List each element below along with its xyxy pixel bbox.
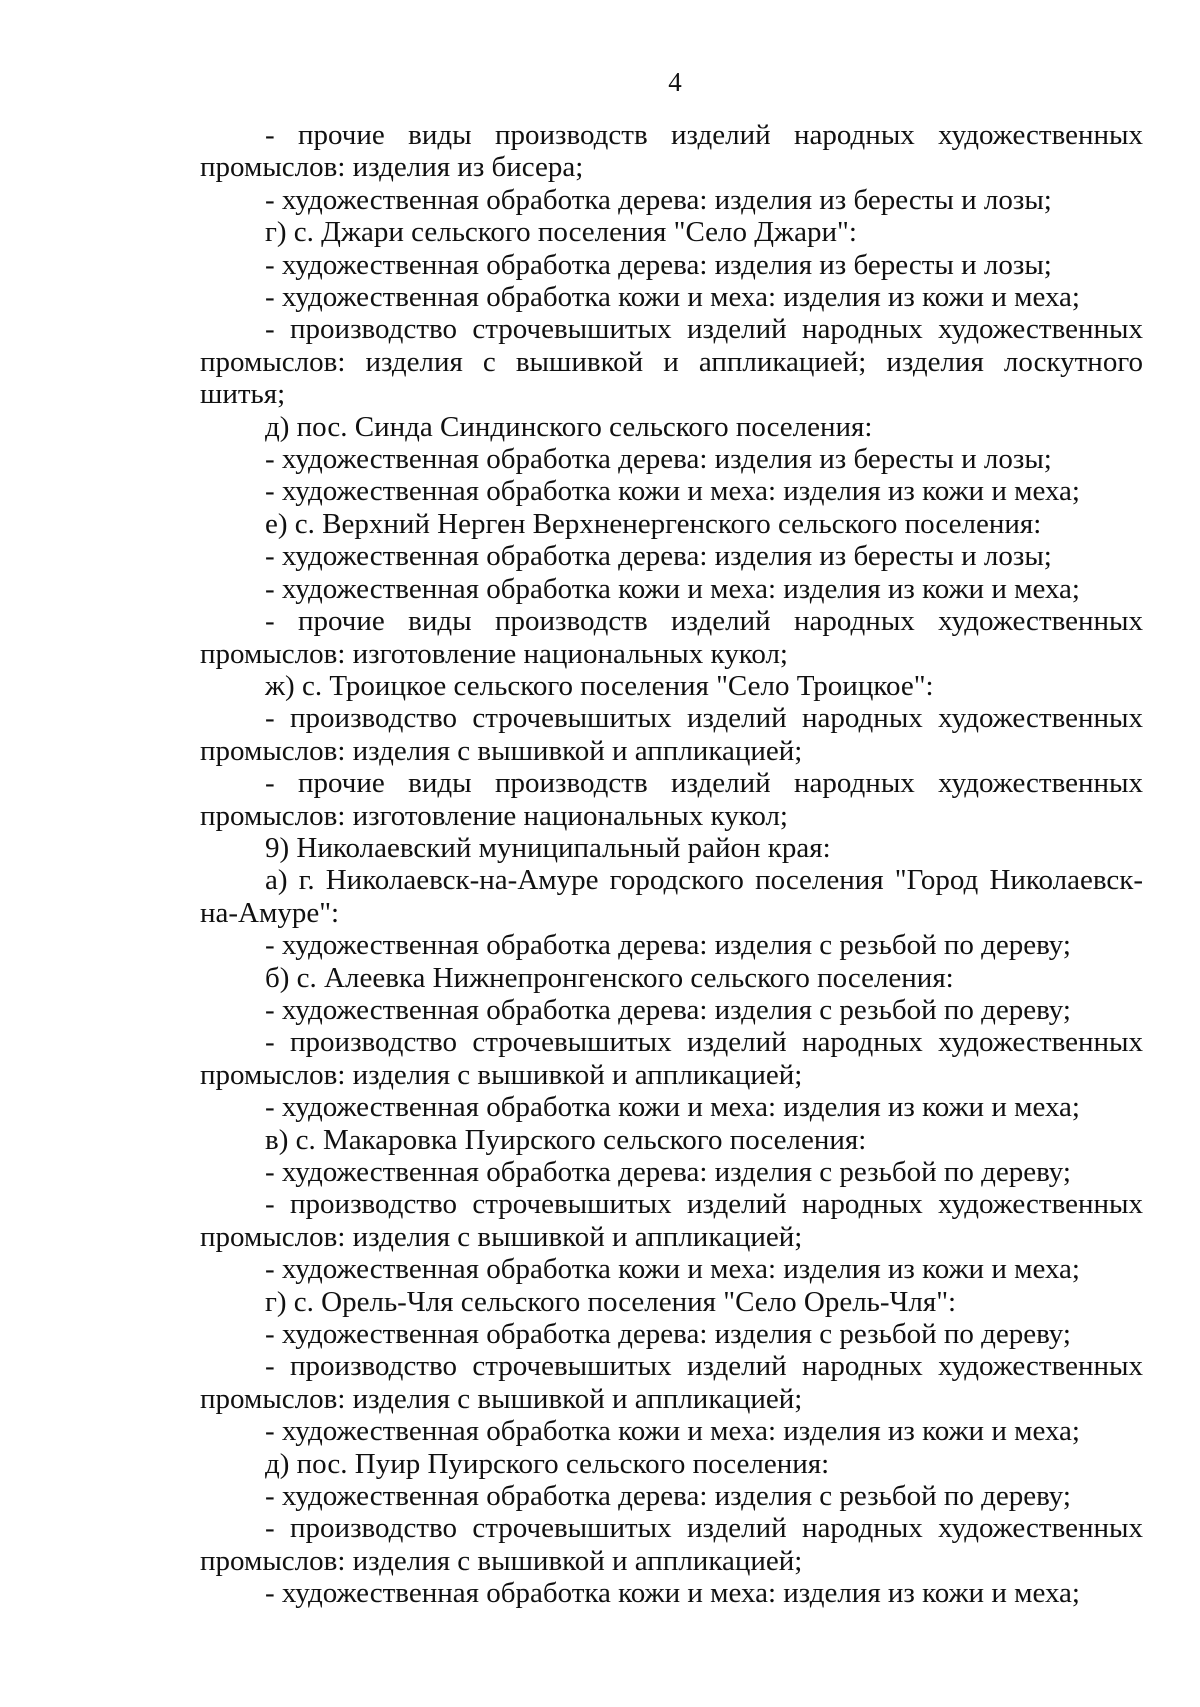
paragraph: - производство строчевышитых изделий народных художественных промыслов: изделия с вышивкой и аппликацией; [200,702,1143,767]
paragraph: е) с. Верхний Нерген Верхненергенского сельского поселения: [265,507,1042,540]
paragraph: - художественная обработка кожи и меха: изделия из кожи и меха; [265,281,1080,314]
paragraph: - художественная обработка дерева: изделия из бересты и лозы; [265,248,1052,281]
document-body [200,119,1143,1610]
paragraph: д) пос. Синда Синдинского сельского поселения: [265,410,873,443]
paragraph: б) с. Алеевка Нижнепронгенского сельского поселения: [265,961,954,994]
paragraph: - художественная обработка кожи и меха: изделия из кожи и меха; [265,1253,1080,1286]
paragraph: - художественная обработка дерева: изделия из бересты и лозы; [265,183,1052,216]
paragraph: - художественная обработка дерева: изделия с резьбой по дереву; [265,1318,1071,1351]
paragraph: - художественная обработка кожи и меха: изделия из кожи и меха; [265,1091,1080,1124]
paragraph: в) с. Макаровка Пуирского сельского поселения: [265,1123,867,1156]
paragraph: г) с. Джари сельского поселения "Село Джари": [265,216,857,249]
paragraph: - производство строчевышитых изделий народных художественных промыслов: изделия с вышивкой и аппликацией; [200,1188,1143,1253]
page-number: 4 [668,67,682,97]
paragraph: - производство строчевышитых изделий народных художественных промыслов: изделия с вышивкой и аппликацией; [200,1512,1143,1577]
paragraph: - художественная обработка дерева: изделия из бересты и лозы; [265,540,1052,573]
paragraph: а) г. Николаевск-на-Амуре городского поселения "Город Николаевск-на-Амуре": [200,864,1143,929]
paragraph: - художественная обработка дерева: изделия с резьбой по дереву; [265,1156,1071,1188]
paragraph: ж) с. Троицкое сельского поселения "Село Троицкое": [265,669,934,702]
paragraph: - художественная обработка кожи и меха: изделия из кожи и меха; [265,1415,1080,1448]
paragraph: д) пос. Пуир Пуирского сельского поселения: [265,1447,830,1480]
paragraph: - прочие виды производств изделий народных художественных промыслов: изготовление национальных кукол; [200,767,1143,832]
paragraph: - художественная обработка кожи и меха: изделия из кожи и меха; [265,1577,1080,1610]
paragraph: г) с. Орель-Чля сельского поселения "Село Орель-Чля": [265,1285,957,1318]
paragraph: 9) Николаевский муниципальный район края: [265,831,831,864]
paragraph: - художественная обработка дерева: изделия с резьбой по дереву; [265,993,1071,1026]
paragraph: - художественная обработка кожи и меха: изделия из кожи и меха; [265,572,1080,605]
paragraph: - производство строчевышитых изделий народных художественных промыслов: изделия с вышивкой и аппликацией; [200,1350,1143,1415]
paragraph: - художественная обработка дерева: изделия из бересты и лозы; [265,443,1052,476]
paragraph: - производство строчевышитых изделий народных художественных промыслов: изделия с вышивкой и аппликацией; [200,1026,1143,1091]
paragraph: - производство строчевышитых изделий народных художественных промыслов: изделия с вышивкой и аппликацией; изделия лоскутного шитья; [200,313,1143,411]
paragraph: - художественная обработка кожи и меха: изделия из кожи и меха; [265,475,1080,508]
paragraph: - художественная обработка дерева: изделия с резьбой по дереву; [265,1480,1071,1513]
paragraph: - прочие виды производств изделий народных художественных промыслов: изготовление национальных кукол; [200,605,1143,670]
paragraph: - художественная обработка дерева: изделия с резьбой по дереву; [265,929,1071,962]
paragraph: - прочие виды производств изделий народных художественных промыслов: изделия из бисера; [200,119,1143,184]
